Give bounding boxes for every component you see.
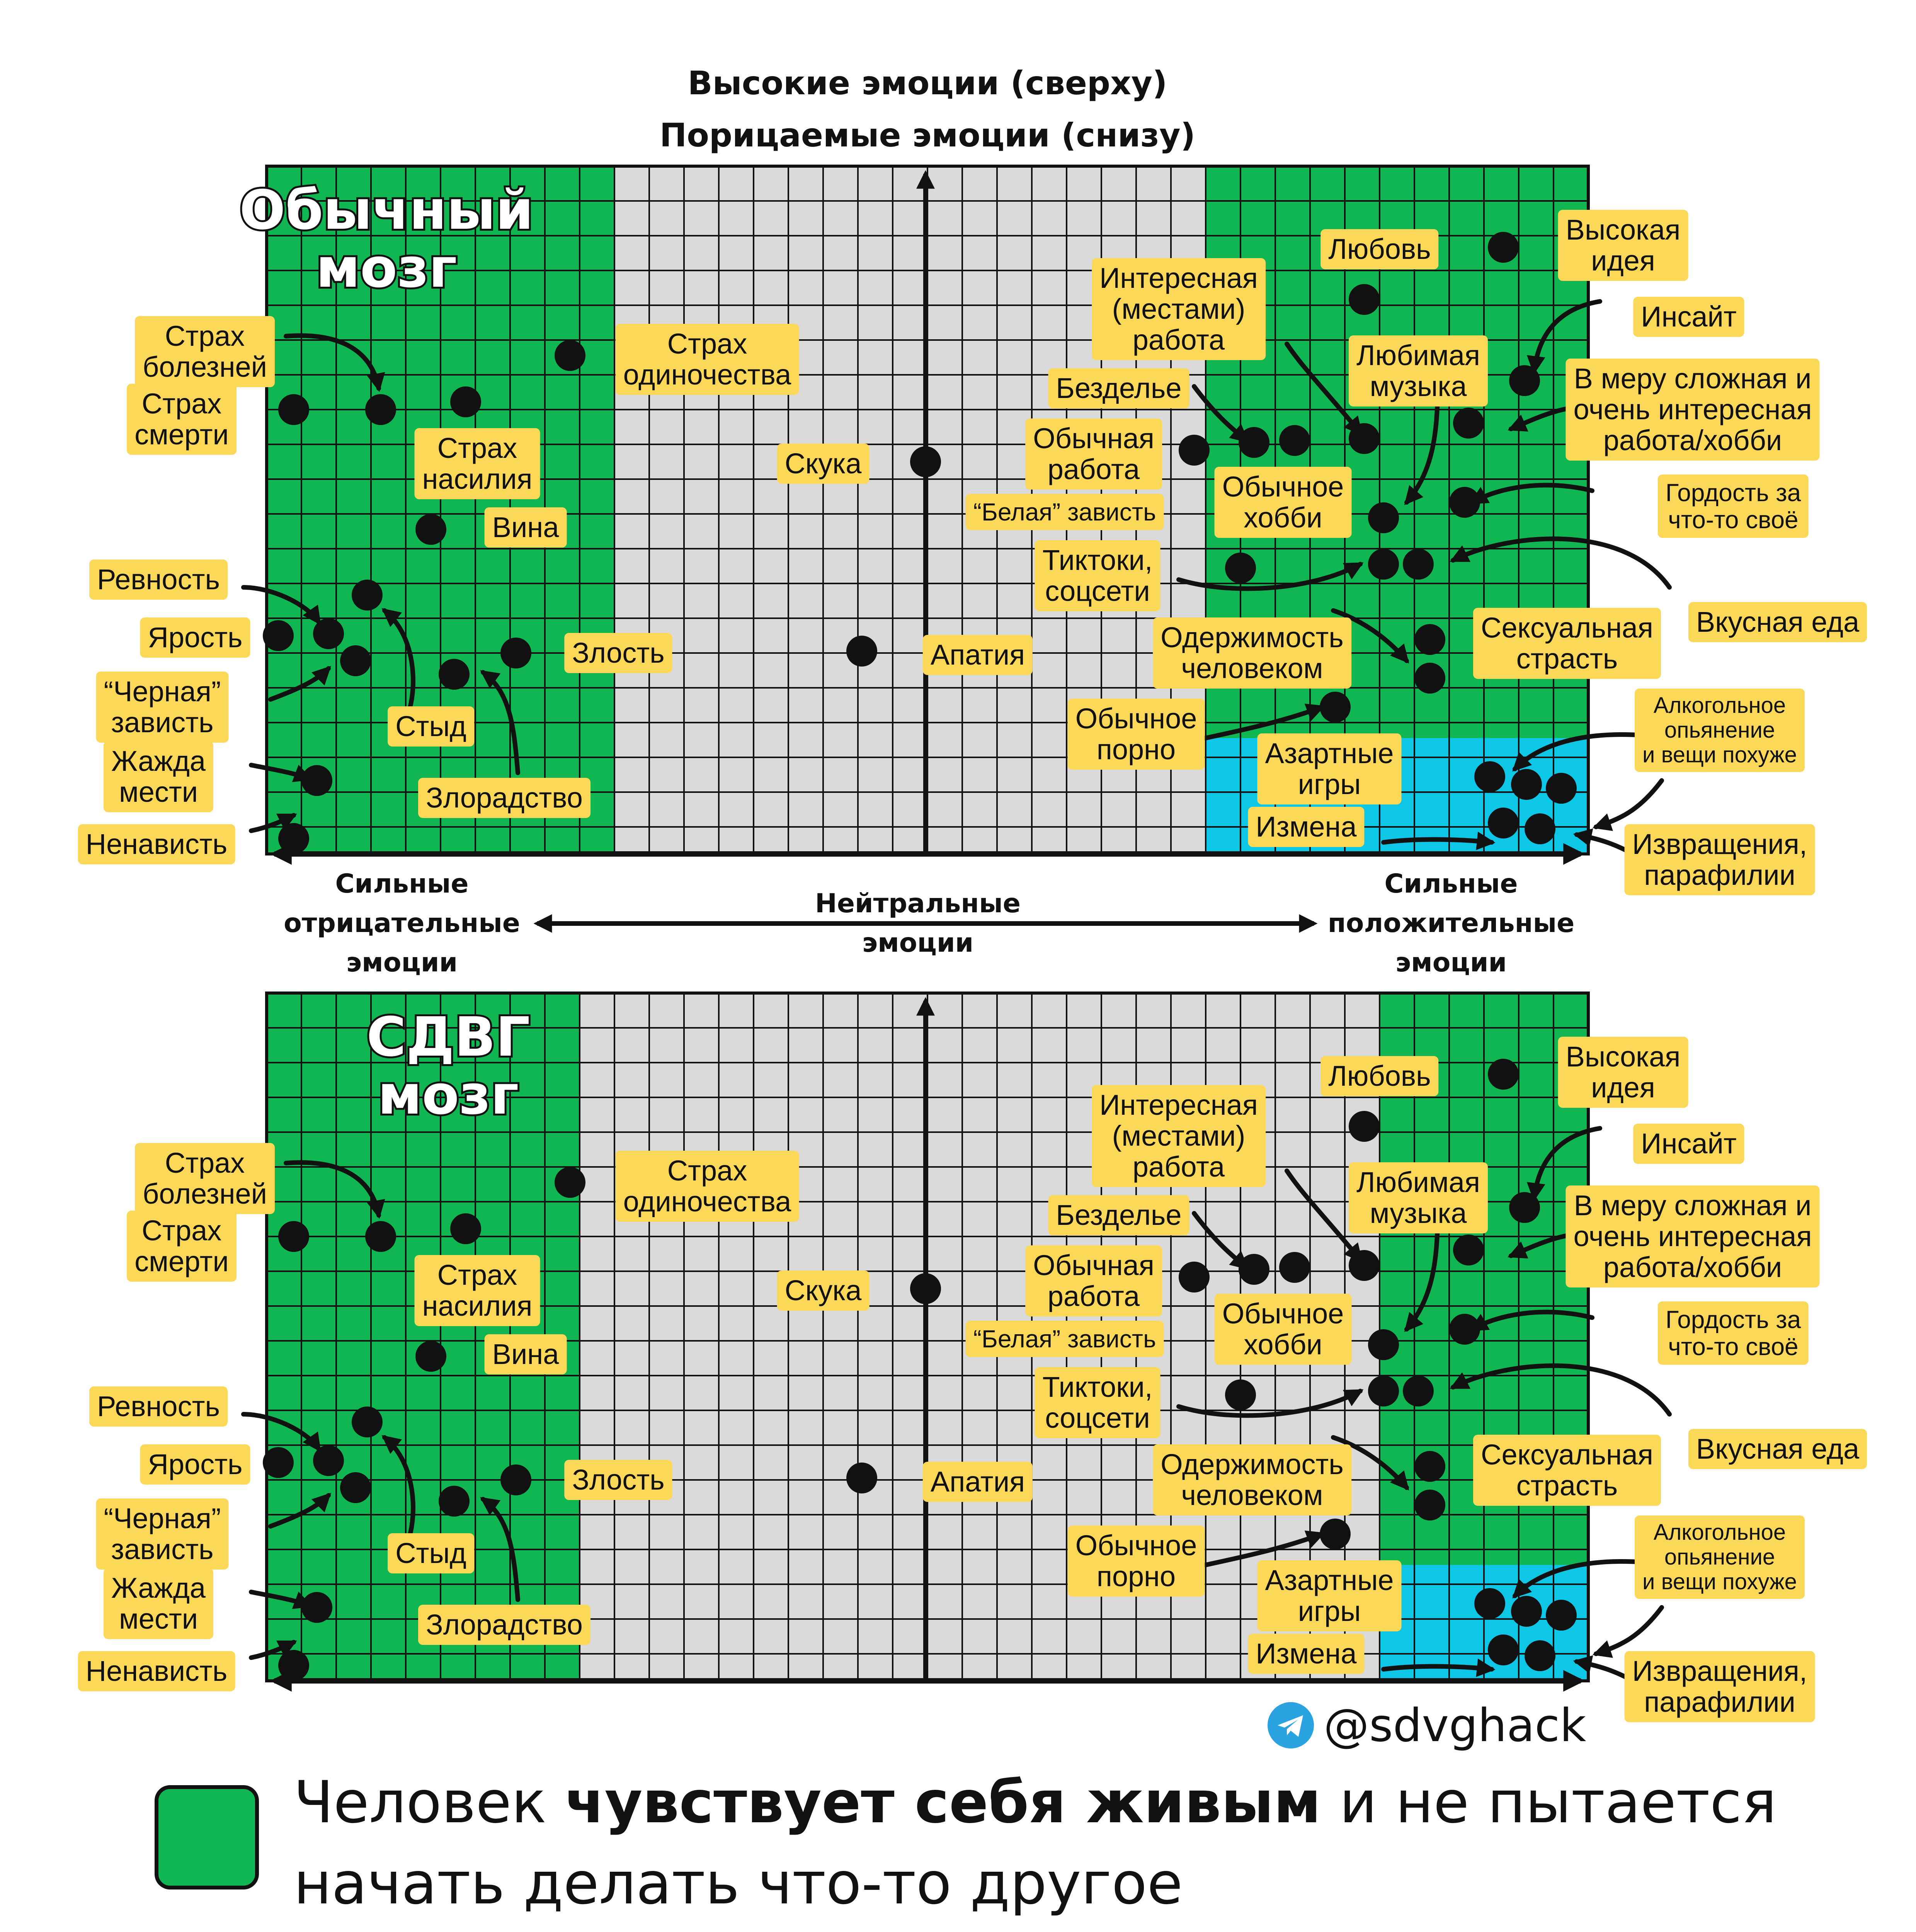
emotion-label xyxy=(1658,474,1809,538)
emotion-label xyxy=(140,1444,250,1485)
emotion-label-line: работа xyxy=(1132,324,1225,356)
emotion-label-line: (местами) xyxy=(1112,293,1246,325)
emotion-label-line: Инсайт xyxy=(1641,1128,1737,1160)
emotion-dot xyxy=(1403,1376,1434,1406)
emotion-label xyxy=(1248,1634,1364,1674)
emotion-label-line: В меру сложная и xyxy=(1574,1189,1812,1221)
emotion-label xyxy=(1625,824,1815,895)
emotion-label-line: хобби xyxy=(1244,1328,1322,1361)
emotion-label-line: соцсети xyxy=(1045,1402,1150,1434)
emotion-label xyxy=(78,1651,235,1691)
emotion-label-line: мести xyxy=(119,776,198,808)
emotion-dot xyxy=(1225,1379,1256,1410)
emotion-label xyxy=(1257,1560,1401,1631)
panel-title-normal xyxy=(239,179,534,300)
emotion-label-line: Интересная xyxy=(1099,262,1258,294)
emotion-label-line: работа/хобби xyxy=(1603,424,1782,456)
x-axis-negative-caption xyxy=(284,864,520,983)
emotion-label-line: страсть xyxy=(1516,643,1618,675)
caption-line: положительные xyxy=(1327,908,1575,939)
emotion-dot xyxy=(278,1650,309,1681)
emotion-label xyxy=(1068,699,1205,770)
emotion-dot xyxy=(1414,624,1445,655)
emotion-label xyxy=(1349,1162,1488,1233)
emotion-dot xyxy=(1349,1250,1380,1281)
emotion-label xyxy=(418,1605,590,1645)
emotion-label xyxy=(89,560,228,600)
emotion-label-line: парафилии xyxy=(1644,859,1795,891)
emotion-label-line: Злость xyxy=(572,1464,665,1496)
emotion-dot xyxy=(1349,284,1380,315)
emotion-dot xyxy=(1239,427,1269,458)
emotion-dot xyxy=(846,1463,877,1493)
emotion-label xyxy=(485,507,567,548)
emotion-label-line: зависть xyxy=(111,1533,214,1565)
y-axis-caption-bottom: Порицаемые эмоции (снизу) xyxy=(659,116,1196,154)
emotion-label-line: Злость xyxy=(572,637,665,669)
emotion-label-line: Вина xyxy=(492,511,559,543)
emotion-label-line: Одержимость xyxy=(1160,1448,1344,1480)
emotion-label xyxy=(1625,1651,1815,1722)
emotion-label-line: Скука xyxy=(784,1274,862,1306)
emotion-label-line: Страх xyxy=(165,320,245,352)
emotion-label-line: Стыд xyxy=(395,1537,466,1569)
emotion-label-line: Вина xyxy=(492,1338,559,1370)
emotion-label-line: “Черная” xyxy=(104,1502,221,1534)
emotion-label xyxy=(1349,335,1488,406)
emotion-label-line: Страх xyxy=(165,1147,245,1179)
legend-item-green xyxy=(155,1762,1816,1924)
emotion-label xyxy=(104,1568,213,1639)
emotion-label-line: Обычная xyxy=(1033,422,1154,454)
emotion-dot xyxy=(301,1592,332,1623)
emotion-label-line: человеком xyxy=(1181,652,1323,684)
emotion-label-line: насилия xyxy=(422,463,533,495)
emotion-label xyxy=(96,672,228,743)
emotion-label-line: Азартные xyxy=(1265,737,1394,769)
emotion-dot xyxy=(301,765,332,796)
emotion-label-line: Жажда xyxy=(111,1572,206,1604)
y-axis-caption-top: Высокие эмоции (сверху) xyxy=(687,64,1167,102)
emotion-dot xyxy=(1546,773,1577,804)
emotion-dot xyxy=(500,638,531,668)
emotion-label-line: игры xyxy=(1298,1595,1361,1627)
emotion-label-line: и вещи похуже xyxy=(1642,742,1797,767)
emotion-label xyxy=(1215,467,1352,538)
emotion-label-line: Безделье xyxy=(1056,372,1182,404)
emotion-label xyxy=(1215,1294,1352,1365)
emotion-label xyxy=(616,1151,799,1222)
emotion-label xyxy=(1320,229,1438,269)
emotion-dot xyxy=(263,1447,294,1478)
emotion-label xyxy=(1635,1515,1805,1599)
x-axis-neutral-caption xyxy=(815,884,1021,963)
emotion-dot xyxy=(555,340,585,371)
caption-line: эмоции xyxy=(862,928,974,958)
emotion-dot xyxy=(1511,769,1542,800)
emotion-label xyxy=(777,444,870,484)
emotion-label-line: Извращения, xyxy=(1632,828,1807,860)
emotion-label-line: музыка xyxy=(1370,1197,1467,1229)
emotion-label xyxy=(1153,617,1351,689)
emotion-label xyxy=(127,1211,237,1282)
emotion-dot xyxy=(1449,487,1480,518)
emotion-label-line: смерти xyxy=(134,1245,229,1277)
emotion-label xyxy=(1035,1367,1160,1438)
legend-text xyxy=(294,1762,1839,1924)
emotion-dot xyxy=(1414,1490,1445,1520)
emotion-label-line: болезней xyxy=(143,351,267,383)
pointer-arrow xyxy=(1596,781,1662,827)
emotion-dot xyxy=(450,1213,481,1244)
emotion-label xyxy=(1257,733,1401,804)
emotion-label-line: Злорадство xyxy=(426,782,583,814)
caption-line: Сильные xyxy=(335,869,469,899)
emotion-label-line: болезней xyxy=(143,1178,267,1210)
emotion-dot xyxy=(1449,1314,1480,1345)
emotion-label-line: Любовь xyxy=(1328,233,1431,265)
emotion-label xyxy=(1025,418,1162,490)
emotion-dot xyxy=(846,636,877,667)
emotion-label-line: Любимая xyxy=(1356,339,1480,371)
emotion-label-line: Высокая xyxy=(1565,1041,1681,1073)
emotion-label-line: работа/хобби xyxy=(1603,1251,1782,1283)
emotion-label-line: Измена xyxy=(1256,811,1357,843)
emotion-label-line: Гордость за xyxy=(1665,1306,1801,1333)
emotion-dot xyxy=(1488,1634,1519,1665)
emotion-label-line: Страх xyxy=(437,432,517,464)
emotion-dot xyxy=(1525,1640,1555,1671)
emotion-label-line: очень интересная xyxy=(1573,393,1812,425)
telegram-icon xyxy=(1268,1702,1314,1748)
emotion-label-line: Любовь xyxy=(1328,1060,1431,1092)
emotion-dot xyxy=(415,514,446,545)
emotion-dot xyxy=(500,1464,531,1495)
caption-line: эмоции xyxy=(346,947,458,978)
emotion-label-line: Вкусная еда xyxy=(1696,1433,1860,1465)
emotion-label xyxy=(1048,368,1189,408)
emotion-dot xyxy=(1368,549,1399,580)
emotion-label-line: что-то своё xyxy=(1668,506,1799,534)
caption-line: Нейтральные xyxy=(815,888,1021,919)
emotion-label-line: опьянение xyxy=(1664,718,1775,743)
emotion-label xyxy=(1688,602,1867,642)
emotion-label xyxy=(104,741,213,812)
emotion-label-line: Извращения, xyxy=(1632,1655,1807,1687)
emotion-dot xyxy=(1453,408,1484,439)
emotion-label xyxy=(78,824,235,864)
emotion-dot xyxy=(1453,1235,1484,1265)
emotion-label xyxy=(966,494,1164,530)
emotion-dot xyxy=(340,645,371,676)
emotion-dot xyxy=(1368,1376,1399,1406)
emotion-label-line: Безделье xyxy=(1056,1199,1182,1231)
emotion-label-line: Ненависть xyxy=(85,828,228,860)
emotion-label xyxy=(1473,1435,1661,1506)
emotion-label xyxy=(1558,210,1688,281)
handle-text: @sdvghack xyxy=(1324,1699,1586,1752)
emotion-dot xyxy=(278,1221,309,1252)
emotion-dot xyxy=(450,386,481,417)
emotion-label-line: Обычное xyxy=(1075,1529,1197,1561)
emotion-label xyxy=(1473,608,1661,679)
emotion-dot xyxy=(340,1472,371,1503)
emotion-dot xyxy=(1320,1519,1351,1549)
emotion-label-line: Алкогольное xyxy=(1653,1520,1786,1545)
emotion-label-line: Сексуальная xyxy=(1481,612,1653,644)
emotion-label xyxy=(415,428,540,499)
emotion-dot xyxy=(1179,1262,1210,1293)
emotion-dot xyxy=(1474,761,1505,792)
emotion-label xyxy=(966,1321,1164,1357)
legend-item-grey xyxy=(155,1926,1816,1932)
emotion-label-line: Страх xyxy=(141,1214,222,1247)
emotion-label xyxy=(388,1533,474,1573)
emotion-label xyxy=(418,778,590,818)
emotion-dot xyxy=(1320,692,1351,723)
legend-pre: Человек xyxy=(294,1769,565,1836)
emotion-label-line: В меру сложная и xyxy=(1574,362,1812,395)
emotion-label-line: насилия xyxy=(422,1290,533,1322)
emotion-dot xyxy=(365,394,396,425)
emotion-dot xyxy=(1179,435,1210,466)
emotion-label-line: Злорадство xyxy=(426,1609,583,1641)
emotion-dot xyxy=(1225,553,1256,583)
emotion-label xyxy=(564,633,672,673)
emotion-label xyxy=(1320,1056,1438,1096)
emotion-label-line: и вещи похуже xyxy=(1642,1569,1797,1594)
emotion-label-line: очень интересная xyxy=(1573,1220,1812,1252)
emotion-label-line: Азартные xyxy=(1265,1564,1394,1596)
emotion-label-line: Обычное xyxy=(1222,1298,1344,1330)
emotion-dot xyxy=(1414,663,1445,694)
emotion-label xyxy=(1153,1444,1351,1515)
emotion-label-line: Стыд xyxy=(395,710,466,742)
caption-line: Сильные xyxy=(1384,869,1518,899)
emotion-label xyxy=(564,1460,672,1500)
panel-title-adhd xyxy=(366,1006,530,1127)
emotion-label-line: Страх xyxy=(667,328,747,360)
emotion-label xyxy=(923,1462,1033,1502)
emotion-label xyxy=(1092,258,1266,360)
emotion-label-line: идея xyxy=(1591,245,1655,277)
emotion-label xyxy=(1025,1245,1162,1316)
legend-text xyxy=(294,1926,1839,1932)
emotion-dot xyxy=(439,659,470,690)
emotion-dot xyxy=(263,620,294,651)
emotion-label xyxy=(388,706,474,747)
emotion-label-line: Ненависть xyxy=(85,1655,228,1687)
emotion-label-line: человеком xyxy=(1181,1479,1323,1511)
panel-title-line-2: мозг xyxy=(378,1064,519,1127)
legend-bold: чувствует себя живым xyxy=(565,1769,1321,1836)
emotion-label xyxy=(1035,540,1160,611)
emotion-dot xyxy=(1349,423,1380,454)
emotion-dot xyxy=(1239,1254,1269,1285)
emotion-label xyxy=(1565,359,1819,461)
emotion-dot xyxy=(439,1486,470,1517)
emotion-label-line: Инсайт xyxy=(1641,301,1737,333)
emotion-label-line: Скука xyxy=(784,447,862,480)
emotion-label-line: соцсети xyxy=(1045,575,1150,607)
emotion-label xyxy=(415,1255,540,1326)
emotion-label-line: Вкусная еда xyxy=(1696,606,1860,638)
emotion-dot xyxy=(1414,1451,1445,1482)
emotion-label-line: парафилии xyxy=(1644,1686,1795,1718)
emotion-dot xyxy=(1509,1192,1540,1223)
emotion-dot xyxy=(1368,502,1399,533)
emotion-label-line: (местами) xyxy=(1112,1120,1246,1152)
emotion-label xyxy=(1558,1037,1688,1108)
emotion-label-line: Обычное xyxy=(1075,702,1197,735)
panel-title-line-2: мозг xyxy=(316,237,457,300)
emotion-dot xyxy=(313,1445,344,1476)
emotion-label xyxy=(485,1334,567,1374)
caption-line: отрицательные xyxy=(284,908,520,939)
emotion-label-line: Тиктоки, xyxy=(1042,1371,1153,1403)
emotion-label xyxy=(1565,1185,1819,1287)
emotion-label-line: порно xyxy=(1096,1560,1176,1592)
emotion-label-line: Одержимость xyxy=(1160,621,1344,653)
emotion-label xyxy=(1248,807,1364,847)
emotion-label-line: Любимая xyxy=(1356,1166,1480,1198)
emotion-label-line: Сексуальная xyxy=(1481,1439,1653,1471)
emotion-label-line: одиночества xyxy=(623,359,791,391)
emotion-label-line: “Белая” зависть xyxy=(973,1325,1156,1353)
emotion-dot xyxy=(313,618,344,649)
emotion-label xyxy=(777,1270,870,1311)
emotion-label-line: Ревность xyxy=(97,1390,220,1422)
emotion-dot xyxy=(1279,1252,1310,1283)
caption-line: эмоции xyxy=(1395,947,1507,978)
emotion-dot xyxy=(1488,232,1519,263)
emotion-dot xyxy=(1349,1111,1380,1142)
panel-title-line-1: Обычный xyxy=(239,179,534,242)
emotion-label xyxy=(96,1498,228,1570)
emotion-label xyxy=(1658,1301,1809,1365)
emotion-label xyxy=(140,617,250,658)
emotion-label-line: что-то своё xyxy=(1668,1333,1799,1361)
emotion-label-line: порно xyxy=(1096,733,1176,765)
emotion-label-line: идея xyxy=(1591,1071,1655,1104)
emotion-label xyxy=(616,324,799,395)
emotion-label-line: Интересная xyxy=(1099,1089,1258,1121)
emotion-dot xyxy=(910,1273,941,1304)
emotion-label xyxy=(1633,297,1744,337)
x-axis-positive-caption xyxy=(1328,864,1574,983)
emotion-label-line: Апатия xyxy=(930,1466,1025,1498)
emotion-label-line: Ярость xyxy=(148,1448,243,1480)
emotion-label-line: хобби xyxy=(1244,502,1322,534)
emotion-dot xyxy=(1488,1059,1519,1090)
emotion-label-line: Высокая xyxy=(1565,214,1681,246)
emotion-dot xyxy=(1368,1329,1399,1360)
emotion-label xyxy=(1688,1429,1867,1469)
emotion-label-line: музыка xyxy=(1370,370,1467,402)
emotion-label xyxy=(1092,1085,1266,1187)
legend-post: и не пытается начать делать что-то другое xyxy=(294,1769,1777,1917)
emotion-label xyxy=(1635,689,1805,772)
emotion-label-line: Страх xyxy=(667,1155,747,1187)
emotion-dot xyxy=(1511,1596,1542,1627)
emotion-label-line: Обычная xyxy=(1033,1249,1154,1281)
emotion-label-line: “Белая” зависть xyxy=(973,498,1156,526)
emotion-dot xyxy=(278,823,309,854)
emotion-dot xyxy=(1509,365,1540,396)
emotion-label-line: Страх xyxy=(141,388,222,420)
emotion-label-line: Гордость за xyxy=(1665,479,1801,507)
emotion-label-line: Измена xyxy=(1256,1638,1357,1670)
emotion-dot xyxy=(555,1167,585,1198)
emotion-label-line: опьянение xyxy=(1664,1544,1775,1570)
emotion-dot xyxy=(352,1406,383,1437)
emotion-label-line: “Черная” xyxy=(104,675,221,707)
legend-swatch-green xyxy=(155,1785,259,1889)
emotion-dot xyxy=(1546,1600,1577,1631)
emotion-label-line: Ярость xyxy=(148,621,243,653)
emotion-dot xyxy=(278,394,309,425)
panel-title-line-1: СДВГ xyxy=(366,1006,530,1069)
emotion-label-line: зависть xyxy=(111,706,214,738)
emotion-label-line: одиночества xyxy=(623,1185,791,1218)
emotion-label-line: Ревность xyxy=(97,563,220,595)
emotion-label-line: Тиктоки, xyxy=(1042,544,1153,576)
emotion-label xyxy=(135,1143,275,1214)
emotion-dot xyxy=(1488,808,1519,838)
emotion-label xyxy=(135,316,275,387)
emotion-label-line: смерти xyxy=(134,418,229,451)
emotion-label-line: Обычное xyxy=(1222,471,1344,503)
emotion-label-line: работа xyxy=(1047,1280,1140,1312)
emotion-dot xyxy=(1279,425,1310,456)
emotion-label-line: Апатия xyxy=(930,639,1025,671)
emotion-label xyxy=(1048,1195,1189,1235)
emotion-dot xyxy=(415,1341,446,1372)
emotion-label xyxy=(1068,1526,1205,1597)
emotion-dot xyxy=(910,446,941,477)
emotion-label-line: игры xyxy=(1298,768,1361,800)
emotion-label-line: работа xyxy=(1047,453,1140,485)
emotion-label xyxy=(1633,1124,1744,1164)
emotion-label xyxy=(923,635,1033,675)
emotion-label-line: мести xyxy=(119,1603,198,1635)
emotion-label xyxy=(127,384,237,455)
emotion-dot xyxy=(1474,1588,1505,1619)
emotion-label-line: страсть xyxy=(1516,1469,1618,1502)
emotion-dot xyxy=(365,1221,396,1252)
pointer-arrow xyxy=(1596,1607,1662,1654)
emotion-dot xyxy=(1403,549,1434,580)
emotion-dot xyxy=(352,580,383,611)
emotion-dot xyxy=(1525,813,1555,844)
emotion-label-line: Алкогольное xyxy=(1653,693,1786,718)
emotion-label xyxy=(89,1386,228,1427)
emotion-label-line: работа xyxy=(1132,1151,1225,1183)
emotion-label-line: Страх xyxy=(437,1259,517,1291)
emotion-label-line: Жажда xyxy=(111,745,206,777)
